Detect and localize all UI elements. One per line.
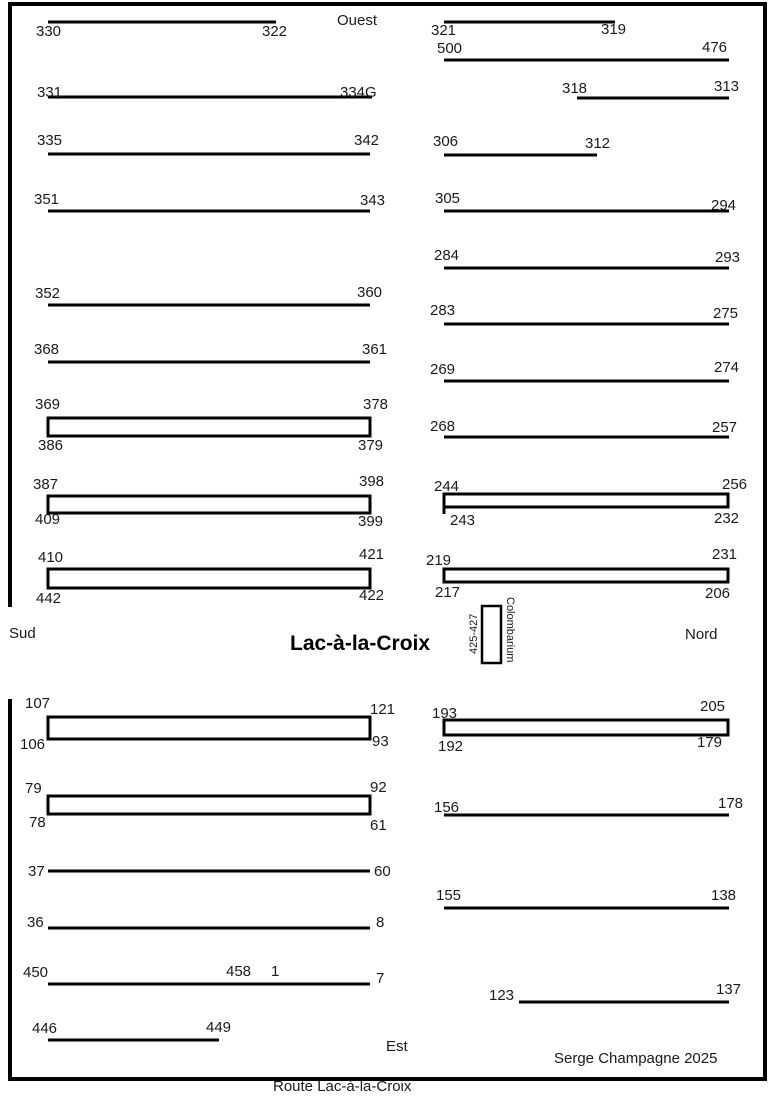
label: 178 [718,795,744,812]
direction-east: Est [386,1038,408,1055]
label: 305 [435,190,461,207]
label: 360 [357,284,383,301]
label: 61 [370,817,387,834]
road-label: Route Lac-à-la-Croix [273,1078,412,1095]
label: 421 [359,546,385,563]
label: 500 [437,40,463,57]
label: 284 [434,247,460,264]
label: 123 [489,987,515,1004]
colombarium-label: Colombarium [504,597,516,663]
block-79-61 [48,796,370,814]
label: 476 [702,39,728,56]
label: 256 [722,476,748,493]
label: 331 [37,84,63,101]
label: 192 [438,738,464,755]
label: 306 [433,133,459,150]
label: 36 [27,914,44,931]
label: 334G [340,84,377,101]
label: 342 [354,132,380,149]
label: 368 [34,341,60,358]
label: 1 [271,963,280,980]
label: 92 [370,779,387,796]
label: 257 [712,419,738,436]
credit-label: Serge Champagne 2025 [554,1050,718,1067]
label: 398 [359,473,385,490]
label: 312 [585,135,611,152]
label: 244 [434,478,460,495]
label: 275 [713,305,739,322]
label: 410 [38,549,64,566]
label: 205 [700,698,726,715]
label: 155 [436,887,462,904]
label: 60 [374,863,391,880]
label: 369 [35,396,61,413]
label: 446 [32,1020,58,1037]
block-410-422 [48,569,370,588]
label: 361 [362,341,388,358]
label: 93 [372,733,389,750]
label: 283 [430,302,456,319]
label: 458 [226,963,252,980]
direction-north: Nord [685,626,718,643]
label: 217 [435,584,461,601]
label: 232 [714,510,740,527]
label: 78 [29,814,46,831]
direction-west: Ouest [337,12,378,29]
label: 319 [601,21,627,38]
label: 343 [360,192,386,209]
label: 269 [430,361,456,378]
label: 386 [38,437,64,454]
colombarium-box [482,606,501,663]
label: 409 [35,511,61,528]
label: 121 [370,701,396,718]
block-193-179 [444,720,728,735]
label: 318 [562,80,588,97]
label: 138 [711,887,737,904]
block-244-232 [444,494,728,507]
label: 106 [20,736,46,753]
label: 274 [714,359,740,376]
label: 442 [36,590,62,607]
boundary-line [10,4,765,1079]
label: 179 [697,734,723,751]
label: 387 [33,476,59,493]
label: 156 [434,799,460,816]
label: 8 [376,914,385,931]
label: 219 [426,552,452,569]
label: 313 [714,78,740,95]
label: 243 [450,512,476,529]
label: 450 [23,964,49,981]
colombarium-range: 425-427 [468,613,480,654]
label: 351 [34,191,60,208]
label: 379 [358,437,384,454]
block-369-379 [48,418,370,436]
label: 294 [711,197,737,214]
label: 268 [430,418,456,435]
label: 231 [712,546,738,563]
label: 422 [359,587,385,604]
label: 321 [431,22,457,39]
label: 322 [262,23,288,40]
label: 206 [705,585,731,602]
label: 399 [358,513,384,530]
label: 193 [432,705,458,722]
label: 449 [206,1019,232,1036]
label: 335 [37,132,63,149]
block-219-206 [444,569,728,582]
label: 378 [363,396,389,413]
map-title: Lac-à-la-Croix [290,632,431,655]
label: 137 [716,981,742,998]
block-107-93 [48,717,370,739]
label: 330 [36,23,62,40]
label: 79 [25,780,42,797]
label: 352 [35,285,61,302]
label: 37 [28,863,45,880]
label: 293 [715,249,741,266]
label: 107 [25,695,51,712]
block-387-399 [48,496,370,513]
label: 7 [376,970,385,987]
direction-south: Sud [9,625,36,642]
